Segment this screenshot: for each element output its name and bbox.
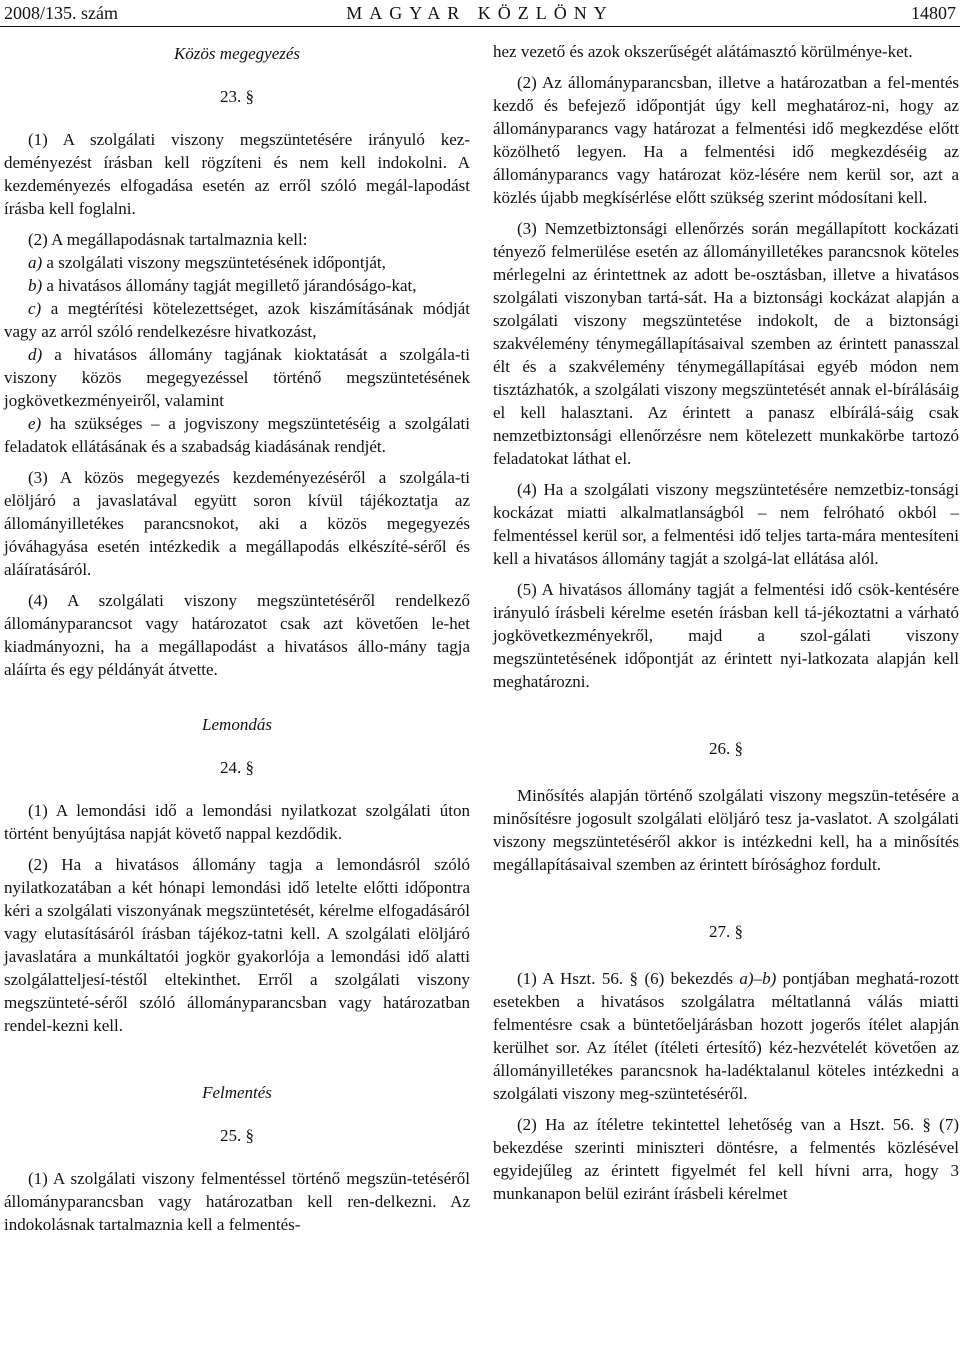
page-number: 14807 xyxy=(911,3,956,23)
section-number-23: 23. § xyxy=(220,87,254,106)
paragraph-25-3: (3) Nemzetbiztonsági ellenőrzés során megállapított kockázati tényező felmerülése esetén az állományilletékes parancsnok köteles mérlegelni az érintettnek az adott be-osztásban, illetve a hivatásos szolgálati viszonyban tartá-sát. Ha a biztonsági kockázat alapján a szolgálati viszony megszüntetése indokolt, de a biztonsági szakvélemény ténymegállapításaival szemben az érintett panasszal élt és a szakvélemény ténymegállapításai egyéb módon nem tisztázhatók, a szolgálati viszony megszüntetését annak el-bírálásáig el kell halasztani. Az érintett a panasz elbírálá-sáig csak nemzetbiztonsági ellenőrzésre nem kötelezett munkakörbe tartozó feladatokat láthat el. xyxy=(493,219,959,468)
list-item-23-e: e) ha szükséges – a jogviszony megszüntetéséig a szolgálati feladatok ellátásának és a szabadság kiadásának rendjét. xyxy=(4,414,470,456)
paragraph-24-1: (1) A lemondási idő a lemondási nyilatkozat szolgálati úton történt benyújtása napját követő nappal kezdődik. xyxy=(4,801,470,843)
paragraph-25-1-continued: hez vezető és azok okszerűségét alátámasztó körülménye-ket. xyxy=(493,42,913,61)
list-item-23-b: b) a hivatásos állomány tagját megillető járandóságo-kat, xyxy=(28,276,417,295)
paragraph-26-1: Minősítés alapján történő szolgálati viszony megszün-tetésére a minősítésre jogosult szolgálati elöljáró tesz ja-vaslatot. A szolgálati viszony megszüntetéséről akkor is intézkedni kell, ha a minősítés megállapításaival szemben az érintett bírósághoz fordult. xyxy=(493,786,959,874)
page-header xyxy=(0,0,960,26)
section-number-26: 26. § xyxy=(709,739,743,758)
list-item-23-d: d) a hivatásos állomány tagjának kioktatását a szolgála-ti viszony közös megegyezéssel történő megszüntetésének jogkövetkezményeiről, valamint xyxy=(4,345,470,410)
publication-title: MAGYAR KÖZLÖNY xyxy=(346,3,614,23)
section-number-25: 25. § xyxy=(220,1126,254,1145)
paragraph-27-1: (1) A Hszt. 56. § (6) bekezdés a)–b) pontjában meghatá-rozott esetekben a hivatásos szolgálatra méltatlanná válás miatti felmentésre csak a büntetőeljárásban hozott jogerős ítélet alapján kerülhet sor. Az ítélet (ítéleti értesítő) kéz-hezvételét követően az állományilletékes parancsnok ha-ladéktalanul köteles intézkedni a szolgálati viszony meg-szüntetéséről. xyxy=(493,969,959,1103)
paragraph-25-2: (2) Az állományparancsban, illetve a határozatban a fel-mentés kezdő és befejező időpontját úgy kell meghatároz-ni, hogy az állományparancs vagy határozat a felmentési idő megkezdése előtt közölhető legyen. Ha a felmentési idő megkezdéséig az állományparancs vagy határozat köz-lésére nem kerül sor, azt a közlés újabb megkísérlése előtt szükség szerint módosítani kell. xyxy=(493,73,959,207)
paragraph-23-2: (2) A megállapodásnak tartalmaznia kell: xyxy=(28,230,308,249)
paragraph-24-2: (2) Ha a hivatásos állomány tagja a lemondásról szóló nyilatkozatában a két hónapi lemondási idő letelte előtti időpontra kéri a szolgálati viszonyának megszüntetését, kérelme elfogadásáról vagy elutasításáról írásban tájékoz-tatni kell. A szolgálati elöljáró javaslatára a munkáltatói jogkör gyakorlója a lemondási idő alatti szolgálatteljesí-téstől eltekinthet. Erről a szolgálati viszony megszünteté-séről szóló állományparancsban vagy határozatban rendel-kezni kell. xyxy=(4,855,470,1035)
section-title-kozos-megegyezes: Közös megegyezés xyxy=(173,44,301,63)
left-column xyxy=(4,40,470,1236)
issue-number: 2008/135. szám xyxy=(4,3,118,23)
section-title-felmentes: Felmentés xyxy=(202,1083,272,1102)
paragraph-23-1: (1) A szolgálati viszony megszüntetésére irányuló kez-deményezést írásban kell rögzíteni és nem kell indokolni. A kezdeményezés elfogadása esetén az erről szóló megál-lapodást írásba kell foglalni. xyxy=(4,130,470,218)
paragraph-27-2: (2) Ha az ítéletre tekintettel lehetőség van a Hszt. 56. § (7) bekezdése szerinti miniszteri döntésre, a felmentés közlésével egyidejűleg az érintett figyelmét fel kell hívni arra, hogy 3 munkanapon belül eziránt írásbeli kérelmet xyxy=(493,1115,959,1203)
right-column xyxy=(493,40,959,1205)
paragraph-23-4: (4) A szolgálati viszony megszüntetéséről rendelkező állományparancsot vagy határozatot csak azt követően le-het kiadmányozni, ha a megállapodást a hivatásos állo-mány tagja aláírta és egy példányát átvette. xyxy=(4,591,470,679)
section-title-lemondas: Lemondás xyxy=(202,715,272,734)
paragraph-23-3: (3) A közös megegyezés kezdeményezéséről a szolgála-ti elöljáró a javaslatával együtt soron kívül tájékoztatja az állományilletékes parancsnokot, aki a közös megegyezés jóváhagyása esetén intézkedik a megállapodás elkészíté-séről és aláíratásáról. xyxy=(4,468,470,579)
list-item-23-c: c) a megtérítési kötelezettséget, azok kiszámításának módját vagy az arról szóló rendelkezésre hivatkozást, xyxy=(4,299,470,341)
list-item-23-a: a) a szolgálati viszony megszüntetésének időpontját, xyxy=(28,253,386,272)
header-rule xyxy=(0,26,960,27)
paragraph-25-4: (4) Ha a szolgálati viszony megszüntetésére nemzetbiz-tonsági kockázat miatti alkalmatlanságból – nem felróható okból – felmentéssel kerül sor, a felmentési idő teljes tarta-mára mentesíteni kell a hivatásos állomány tagját a szolgá-lat ellátása alól. xyxy=(493,480,959,568)
section-number-24: 24. § xyxy=(220,758,254,777)
paragraph-25-5: (5) A hivatásos állomány tagját a felmentési idő csök-kentésére irányuló írásbeli kérelme esetén írásban kell tá-jékoztatni a várható jogkövetkezményekről, majd a szol-gálati viszony megszüntetésének időpontját az érintett nyi-latkozata alapján kell meghatározni. xyxy=(493,580,959,691)
paragraph-25-1: (1) A szolgálati viszony felmentéssel történő megszün-tetéséről állományparancsban vagy határozatban kell ren-delkezni. Az indokolásnak tartalmaznia kell a felmentés- xyxy=(4,1169,470,1234)
section-number-27: 27. § xyxy=(709,922,743,941)
